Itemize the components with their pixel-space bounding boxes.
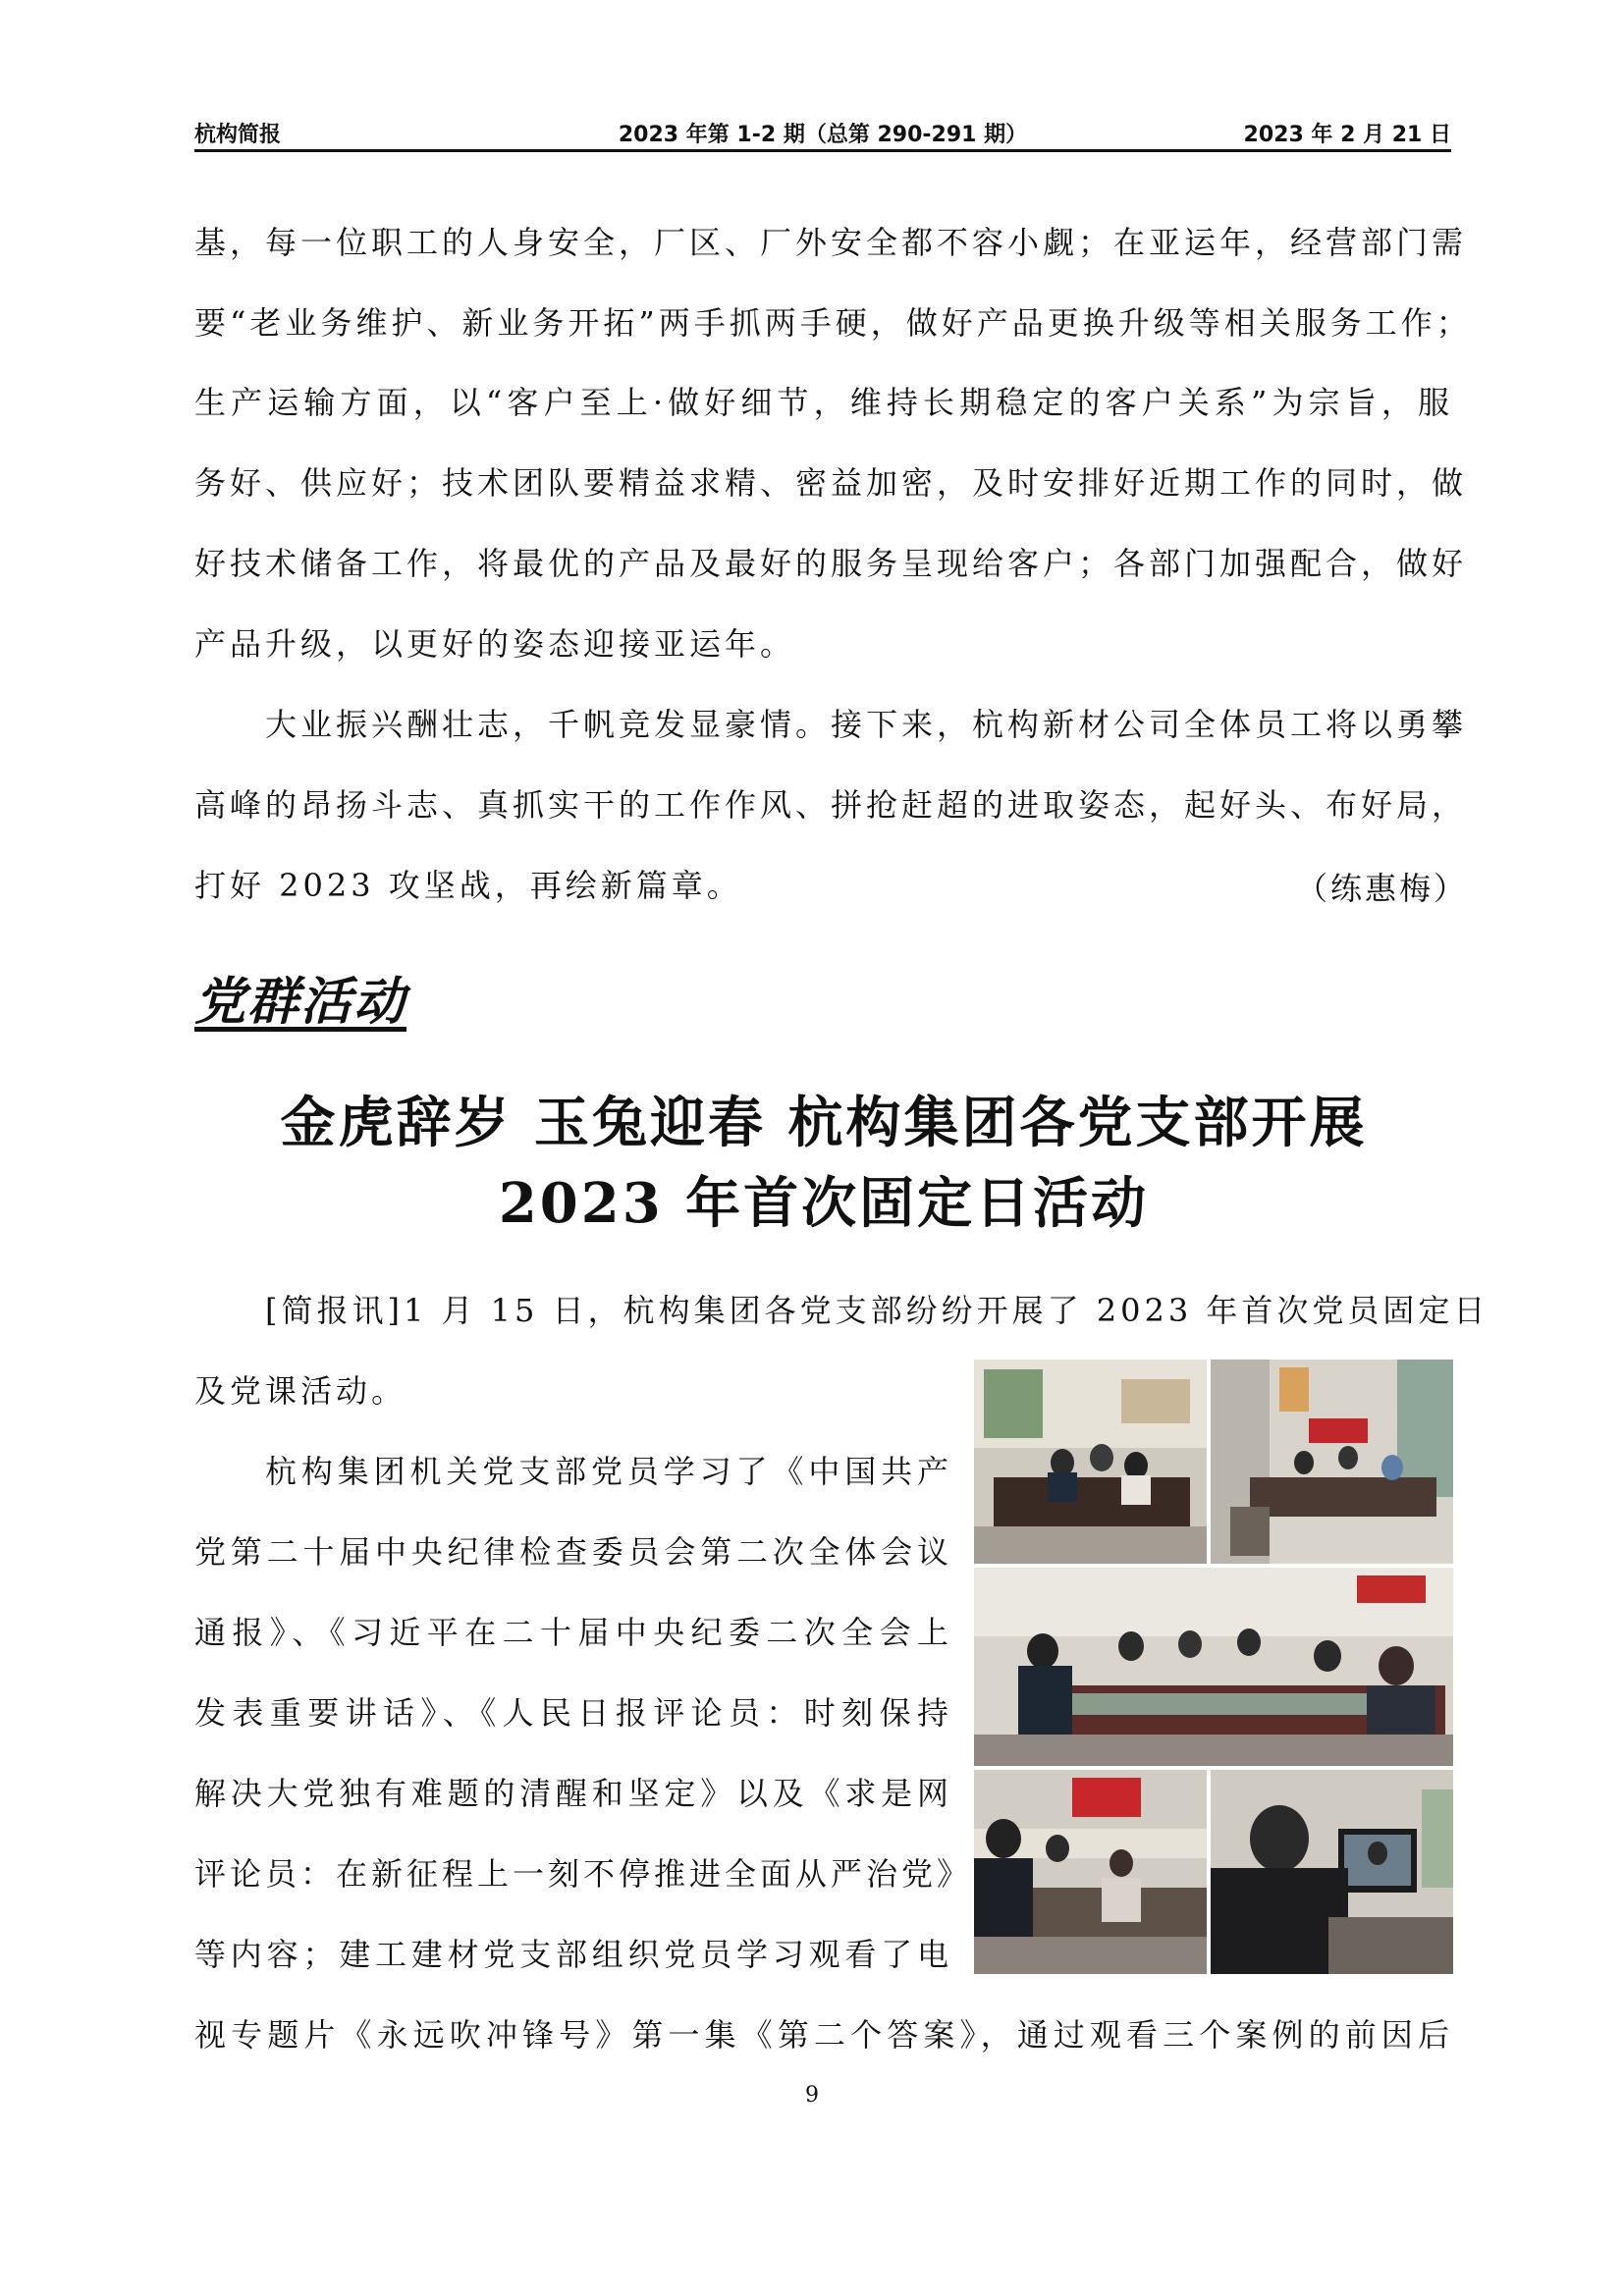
article-body-line: 党第二十届中央纪律检查委员会第二次全体会议 — [194, 1533, 952, 1571]
meeting-photo — [1211, 1770, 1453, 1974]
article-body-line: 解决大党独有难题的清醒和坚定》以及《求是网 — [194, 1775, 952, 1812]
article-body-line: 发表重要讲话》、《人民日报评论员：时刻保持 — [194, 1694, 952, 1732]
meeting-photo — [974, 1568, 1453, 1766]
page-number: 9 — [805, 2083, 819, 2108]
section-title: 党群活动 — [194, 973, 407, 1032]
paragraph-line: 基，每一位职工的人身安全，厂区、厂外安全都不容小觑；在亚运年，经营部门需 — [194, 224, 1468, 261]
article-body-line: 等内容；建工建材党支部组织党员学习观看了电 — [194, 1936, 952, 1973]
header-issue: 2023 年第 1-2 期（总第 290-291 期） — [618, 123, 1028, 147]
article-lead-line: [简报讯]1 月 15 日，杭构集团各党支部纷纷开展了 2023 年首次党员固定日 — [265, 1292, 1489, 1329]
article-title-line: 2023 年首次固定日活动 — [498, 1171, 1150, 1236]
paragraph-line: 高峰的昂扬斗志、真抓实干的工作作风、拼抢赶超的进取姿态，起好头、布好局， — [194, 786, 1468, 824]
paragraph-line: 产品升级，以更好的姿态迎接亚运年。 — [194, 625, 796, 663]
paragraph-line: 务好、供应好；技术团队要精益求精、密益加密，及时安排好近期工作的同时，做 — [194, 464, 1468, 502]
meeting-photo — [1211, 1360, 1453, 1564]
author-signature: （练惠梅） — [1296, 870, 1469, 907]
photo-collage — [974, 1360, 1453, 1974]
meeting-photo — [974, 1770, 1207, 1974]
meeting-photo — [974, 1360, 1207, 1564]
page-header — [194, 114, 1451, 152]
paragraph-line: 要“老业务维护、新业务开拓”两手抓两手硬，做好产品更换升级等相关服务工作； — [194, 304, 1472, 342]
paragraph-line: 好技术储备工作，将最优的产品及最好的服务呈现给客户；各部门加强配合，做好 — [194, 545, 1468, 582]
article-lead-line: 及党课活动。 — [194, 1372, 407, 1410]
article-body-line: 视专题片《永远吹冲锋号》第一集《第二个答案》，通过观看三个案例的前因后 — [194, 2016, 1453, 2054]
paragraph-line: 打好 2023 攻坚战，再绘新篇章。 — [194, 867, 742, 904]
paragraph-line: 大业振兴酬壮志，千帆竞发显豪情。接下来，杭构新材公司全体员工将以勇攀 — [265, 706, 1468, 743]
paragraph-line: 生产运输方面，以“客户至上·做好细节，维持长期稳定的客户关系”为宗旨，服 — [194, 384, 1453, 421]
article-body-line: 通报》、《习近平在二十届中央纪委二次全会上 — [194, 1614, 952, 1651]
article-body-line: 评论员：在新征程上一刻不停推进全面从严治党》 — [194, 1855, 973, 1893]
header-date: 2023 年 2 月 21 日 — [1243, 123, 1451, 147]
article-body-line: 杭构集团机关党支部党员学习了《中国共产 — [265, 1453, 952, 1490]
article-title-line: 金虎辞岁 玉兔迎春 杭构集团各党支部开展 — [280, 1091, 1368, 1155]
header-publication-name: 杭构简报 — [194, 123, 282, 147]
